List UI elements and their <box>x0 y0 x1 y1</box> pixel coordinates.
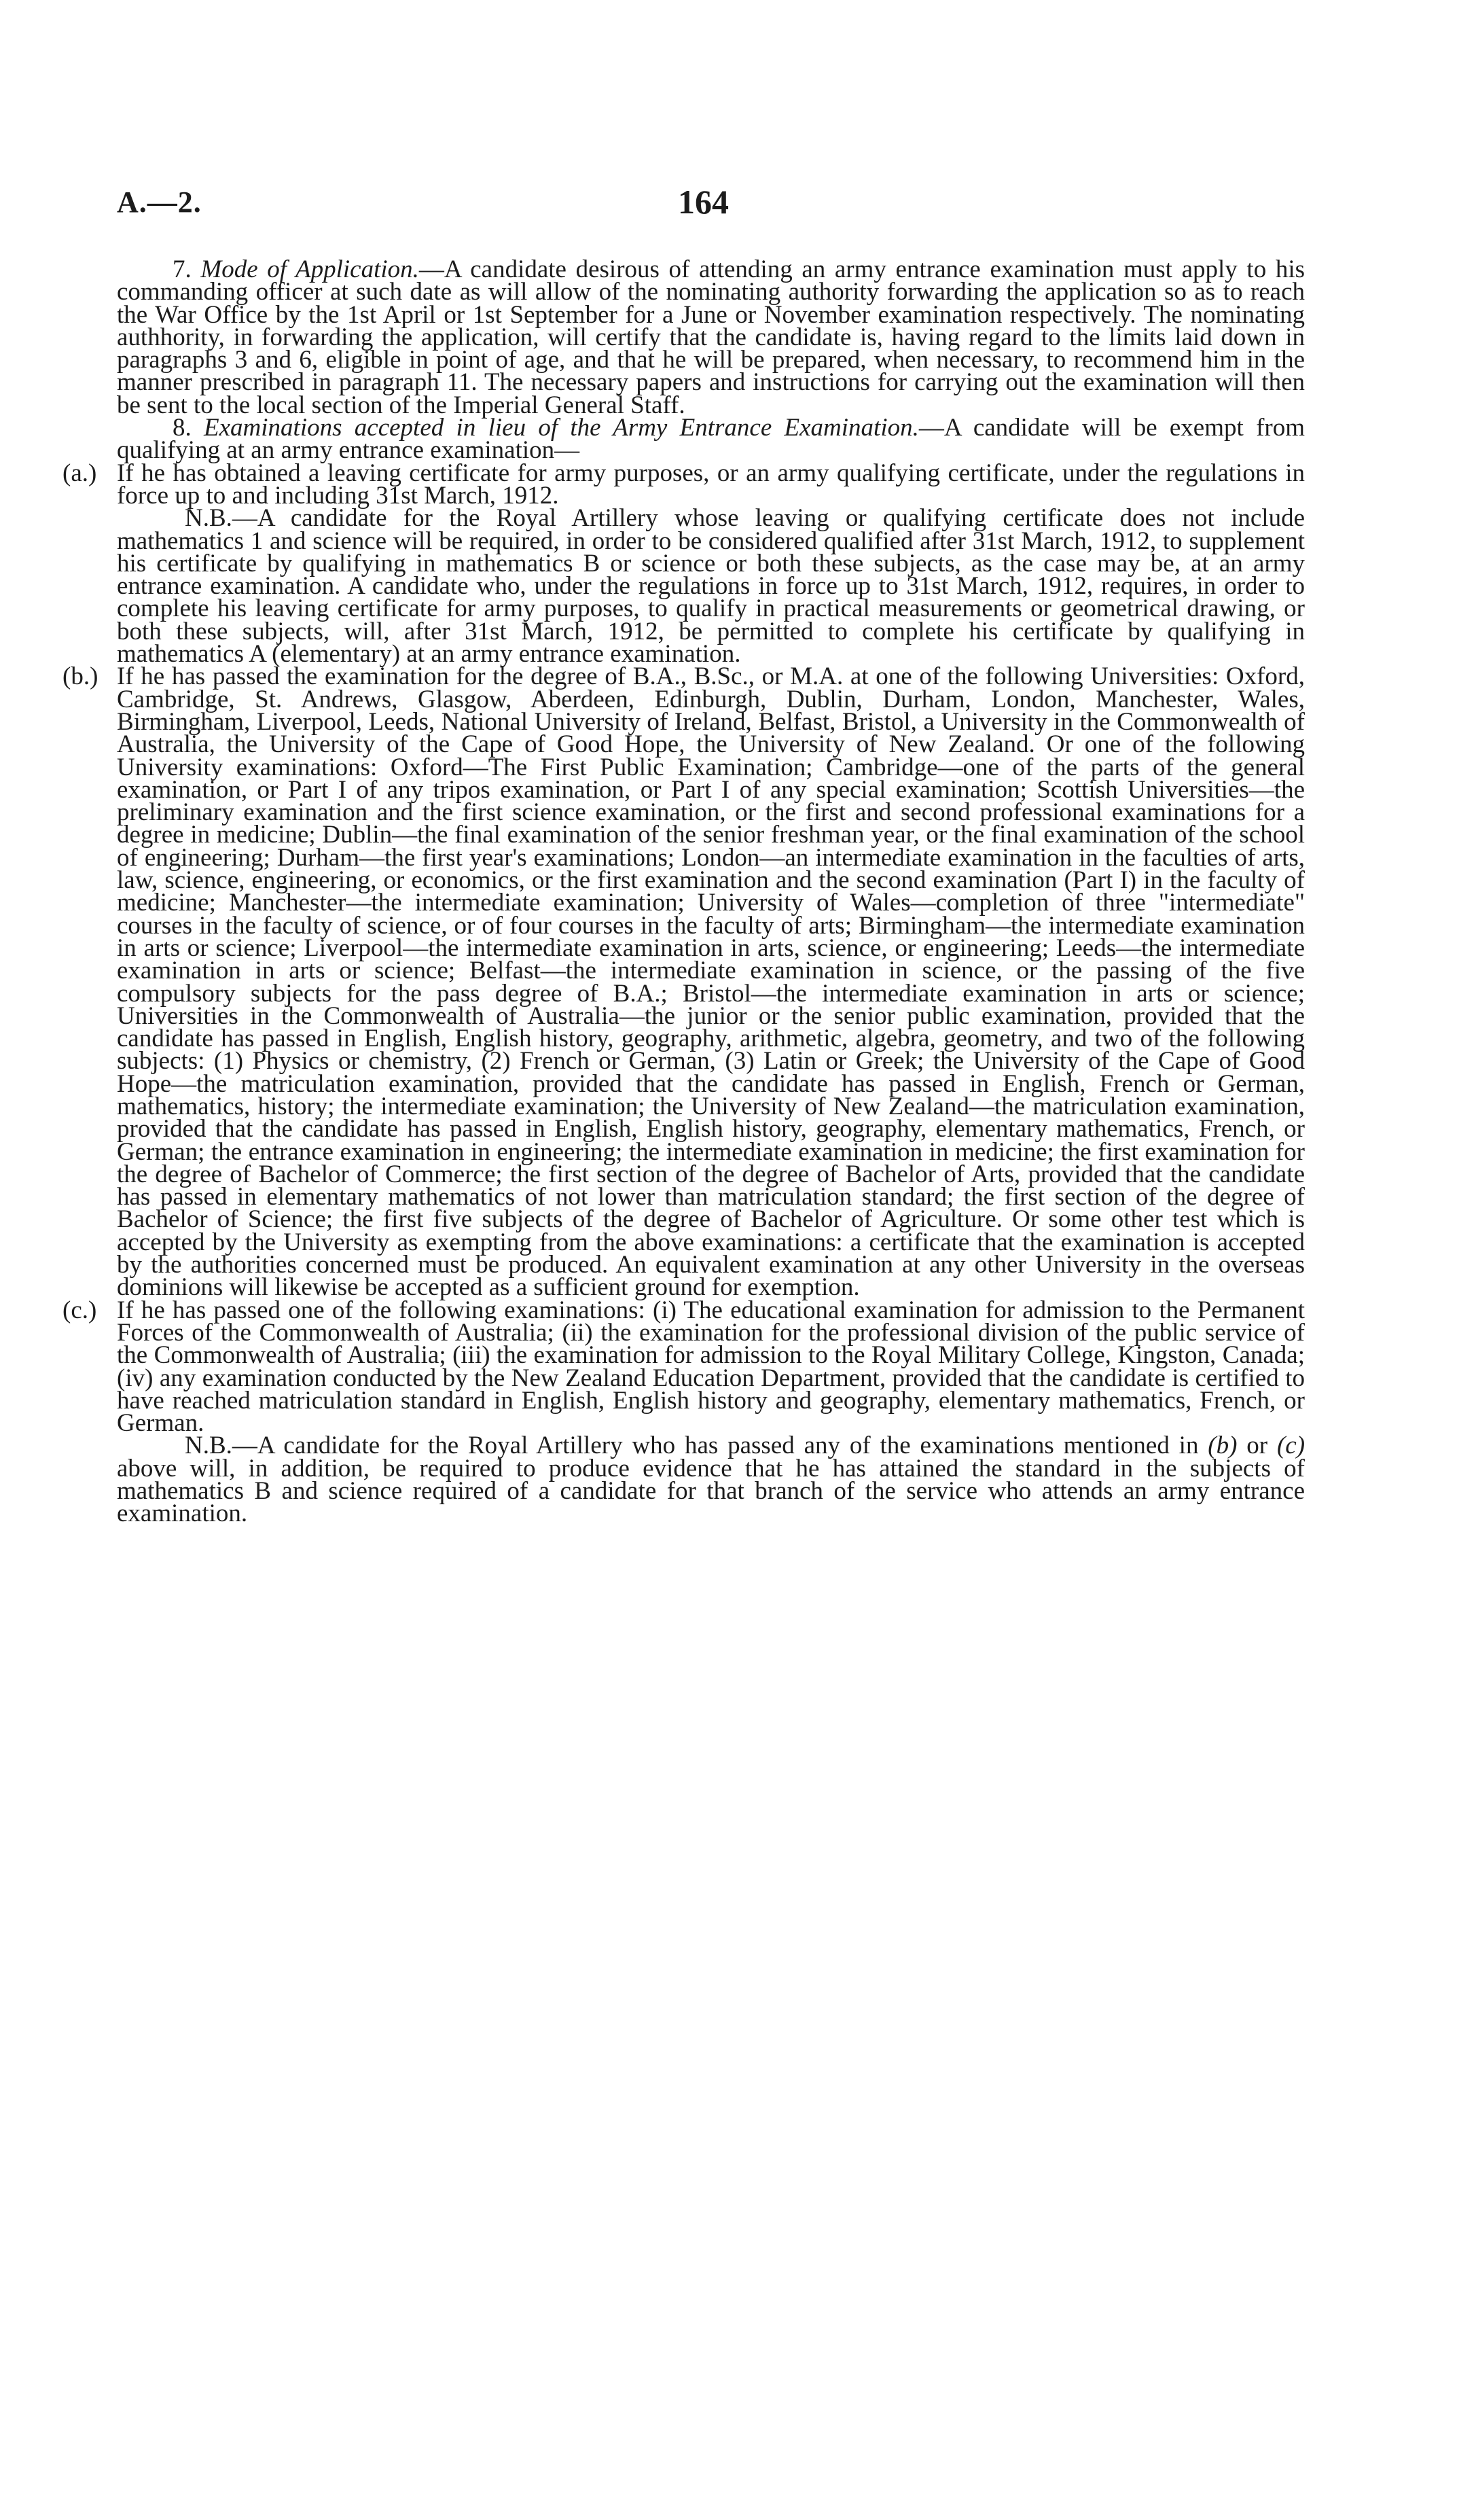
clause-a <box>62 459 1305 510</box>
clause-c-note-ref-c: (c) <box>1276 1432 1306 1460</box>
paragraph-8 <box>117 414 1305 465</box>
paragraph-8-number: 8. <box>173 414 192 442</box>
clause-b <box>62 662 1305 1302</box>
document-body <box>62 255 1306 1528</box>
clause-a-text: If he has obtained a leaving certificate for army purposes, or an army qualifying certificate, under the regulations in force up to and including 31st March, 1912. <box>117 459 1305 510</box>
clause-c-note-part-1: N.B.—A candidate for the Royal Artillery who has passed any of the examinations mentioned in <box>185 1432 1199 1460</box>
paragraph-7-text: —A candidate desirous of attending an army entrance examination must apply to his commanding officer at such date as will allow of the nominating authority forwarding the application so as to reach the War Office by the 1st April or 1st September for a June or November examination respectively. The nominating authhority, in forwarding the application, will certify that the candidate is, having regard to the limits laid down in paragraphs 3 and 6, eligible in point of age, and that he will be prepared, when necessary, to recommend him in the manner prescribed in paragraph 11. The necessary papers and instructions for carrying out the examination will then be sent to the local section of the Imperial General Staff. <box>117 255 1306 419</box>
series-label: A.—2. <box>117 185 202 219</box>
page-number: 164 <box>678 183 729 221</box>
paragraph-7-heading: Mode of Application. <box>200 255 419 283</box>
clause-c-note-part-3: above will, in addition, be required to produce evidence that he has attained the standard in the subjects of mathematics B and science required of a candidate for that branch of the service who attends an army entrance examination. <box>117 1454 1305 1528</box>
paragraph-8-text: —A candidate will be exempt from qualifying at an army entrance examination— <box>117 414 1305 465</box>
clause-c-mark: (c.) <box>62 1296 97 1324</box>
clause-c <box>62 1296 1305 1438</box>
clause-c-note-part-2: or <box>1246 1432 1268 1460</box>
paragraph-7 <box>117 255 1306 419</box>
clause-c-note-ref-b: (b) <box>1208 1432 1238 1460</box>
clause-c-text: If he has passed one of the following examinations: (i) The educational examination for admission to the Permanent Forces of the Commonwealth of Australia; (ii) the examination for the professional division of the public service of the Commonwealth of Australia; (iii) the examination for admission to the Royal Military College, Kingston, Canada; (iv) any examination conducted by the New Zealand Education Department, provided that the candidate is certified to have reached matriculation standard in English, English history and geography, elementary mathematics, French, or German. <box>117 1296 1305 1438</box>
clause-b-text: If he has passed the examination for the degree of B.A., B.Sc., or M.A. at one of the following Universities: Oxford, Cambridge, St. Andrews, Glasgow, Aberdeen, Edinburgh, Dublin, Durham, London, Manchester, Wales, Birmingham, Liverpool, Leeds, National University of Ireland, Belfast, Bristol, a University in the Commonwealth of Australia, the University of the Cape of Good Hope, the University of New Zealand. Or one of the following University examinations: Oxford—The First Public Examination; Cambridge—one of the parts of the general examination, or Part I of any tripos examination, or Part I of any special examination; Scottish Universities—the preliminary examination and the first science examination, or the first and second professional examinations for a degree in medicine; Dublin—the final examination of the senior freshman year, or the final examination of the school of engineering; Durham—the first year's examinations; London—an intermediate examination in the faculties of arts, law, science, engineering, or economics, or the first examination and the second examination (Part I) in the faculty of medicine; Manchester—the intermediate examination; University of Wales—completion of three "intermediate" courses in the faculty of science, or of four courses in the faculty of arts; Birmingham—the intermediate examination in arts or science; Liverpool—the intermediate examination in arts, science, or engineering; Leeds—the intermediate examination in arts or science; Belfast—the intermediate examination in science, or the passing of the five compulsory subjects for the pass degree of B.A.; Bristol—the intermediate examination in arts or science; Universities in the Commonwealth of Australia—the junior or the senior public examination, provided that the candidate has passed in English, English history, geography, arithmetic, algebra, geometry, and two of the following subjects: (1) Physics or chemistry, (2) French or German, (3) Latin or Greek; the University of the Cape of Good Hope—the matriculation examination, provided that the candidate has passed in English, French or German, mathematics, history; the intermediate examination; the University of New Zealand—the matriculation examination, provided that the candidate has passed in English, English history, geography, elementary mathematics, French, or German; the entrance examination in engineering; the intermediate examination in medicine; the first examination for the degree of Bachelor of Commerce; the first section of the degree of Bachelor of Arts, provided that the candidate has passed in elementary mathematics of not lower than matriculation standard; the first section of the degree of Bachelor of Science; the first five subjects of the degree of Bachelor of Agriculture. Or some other test which is accepted by the University as exempting from the above examinations: a certificate that the examination is accepted by the authorities concerned must be produced. An equivalent examination at any other University in the overseas dominions will likewise be accepted as a sufficient ground for exemption. <box>117 662 1305 1302</box>
clause-b-mark: (b.) <box>62 662 98 691</box>
paragraph-8-heading: Examinations accepted in lieu of the Army Entrance Examination. <box>204 414 919 442</box>
paragraph-7-number: 7. <box>173 255 192 283</box>
page-header <box>117 185 1306 226</box>
clause-c-note <box>117 1432 1306 1528</box>
clause-a-mark: (a.) <box>62 459 97 487</box>
clause-a-note: N.B.—A candidate for the Royal Artillery whose leaving or qualifying certificate does not include mathematics 1 and science will be required, in order to be considered qualified after 31st March, 1912, to supplement his certificate by qualifying in mathematics B or science or both these subjects, as the case may be, at an army entrance examination. A candidate who, under the regulations in force up to 31st March, 1912, requires, in order to complete his leaving certificate for army purposes, to qualify in practical measurements or geometrical drawing, or both these subjects, will, after 31st March, 1912, be permitted to complete his certificate by qualifying in mathematics A (elementary) at an army entrance examination. <box>117 504 1305 669</box>
